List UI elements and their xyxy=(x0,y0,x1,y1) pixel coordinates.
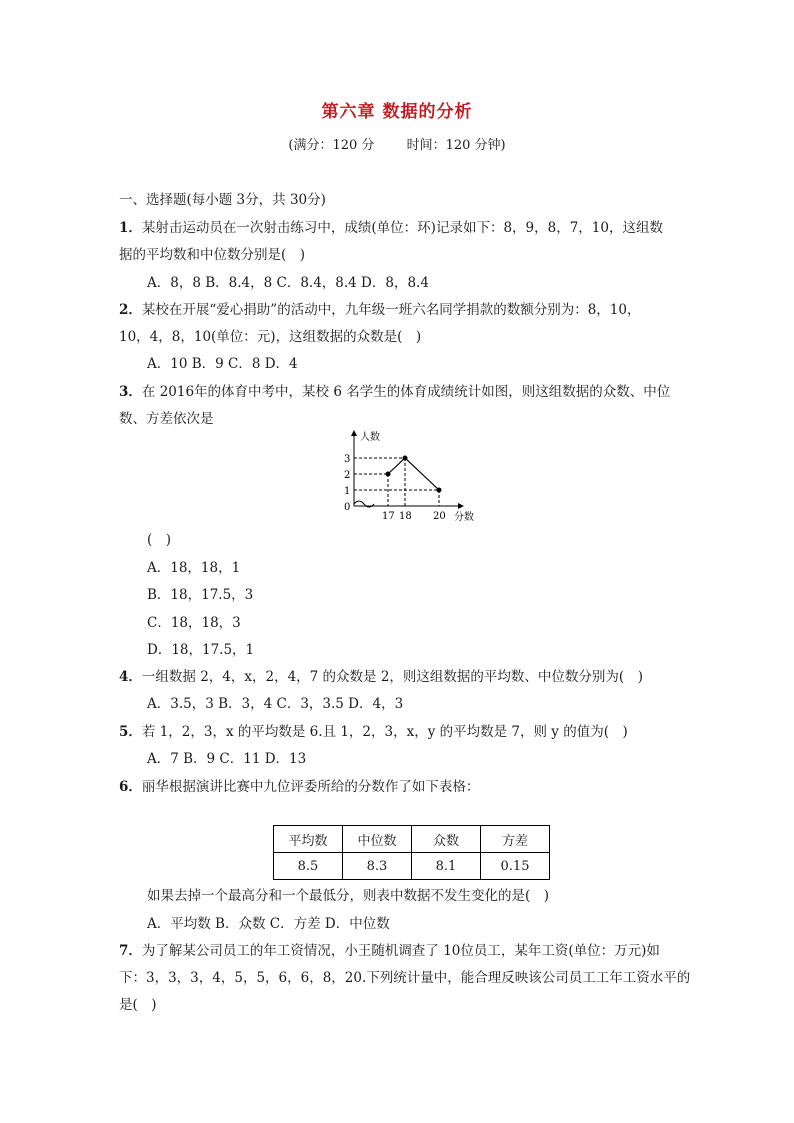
data-point xyxy=(386,472,391,477)
table-header: 中位数 xyxy=(343,826,412,853)
table-header: 方差 xyxy=(481,826,550,853)
section-heading: 一、选择题(每小题 3分，共 30分) xyxy=(119,192,326,208)
table-header-row xyxy=(274,826,550,853)
table-cell: 8.5 xyxy=(274,853,343,880)
table-row xyxy=(274,853,550,880)
data-point xyxy=(437,488,442,493)
question-4-options: A．3.5，3 B．3，4 C．3，3.5 D．4，3 xyxy=(147,696,404,712)
score-chart xyxy=(330,428,490,523)
question-3-option-a: A．18，18，1 xyxy=(147,560,241,576)
full-score: (满分：120 分 xyxy=(288,138,375,153)
table-cell: 8.3 xyxy=(343,853,412,880)
question-1-cont: 据的平均数和中位数分别是( ) xyxy=(119,247,306,263)
stats-table xyxy=(273,825,550,880)
question-7: 7．为了解某公司员工的年工资情况，小王随机调查了 10位员工，某年工资(单位：万元)如 xyxy=(119,943,660,959)
question-5-options: A．7 B．9 C．11 D．13 xyxy=(147,751,307,767)
x-axis-arrow xyxy=(458,503,464,509)
question-3: 3．在 2016年的体育中考中，某校 6 名学生的体育成绩统计如图，则这组数据的众数、中位 xyxy=(119,384,671,400)
time-limit: 时间：120 分钟) xyxy=(406,138,506,153)
y-tick-label: 2 xyxy=(344,470,351,481)
question-3-option-d: D．18，17.5，1 xyxy=(147,642,255,658)
question-6-options: A．平均数 B．众数 C．方差 D．中位数 xyxy=(147,916,390,932)
x-axis-label: 分数 xyxy=(454,512,474,523)
question-6-cont: 如果去掉一个最高分和一个最低分，则表中数据不发生变化的是( ) xyxy=(147,888,550,904)
table-header: 众数 xyxy=(412,826,481,853)
question-3-option-b: B．18，17.5，3 xyxy=(147,587,254,603)
question-2-options: A．10 B．9 C．8 D．4 xyxy=(147,356,298,372)
question-2: 2．某校在开展“爱心捐助”的活动中，九年级一班六名同学捐款的数额分别为：8，10， xyxy=(119,302,641,318)
question-4: 4．一组数据 2，4，x，2，4，7 的众数是 2，则这组数据的平均数、中位数分别为( ) xyxy=(119,669,643,685)
data-point xyxy=(403,456,408,461)
y-tick-label: 1 xyxy=(344,486,351,497)
question-2-cont: 10，4，8，10(单位：元)，这组数据的众数是( ) xyxy=(119,329,422,345)
question-3-option-c: C．18，18，3 xyxy=(147,615,241,631)
page-title: 第六章 数据的分析 xyxy=(321,102,473,122)
y-tick-label: 0 xyxy=(344,502,351,513)
x-tick-label: 20 xyxy=(433,511,446,522)
question-7-cont2: 是( ) xyxy=(119,997,157,1013)
question-7-cont: 下：3，3，3，4，5，5，6，6，8，20.下列统计量中，能合理反映该公司员工工年工资水平的 xyxy=(119,970,691,986)
data-line xyxy=(388,458,439,490)
y-axis-arrow xyxy=(351,430,357,436)
table-cell: 8.1 xyxy=(412,853,481,880)
question-1-options: A．8，8 B．8.4，8 C．8.4，8.4 D．8，8.4 xyxy=(147,275,429,291)
subtitle xyxy=(0,134,794,153)
table-header: 平均数 xyxy=(274,826,343,853)
y-tick-label: 3 xyxy=(344,454,351,465)
y-axis-label: 人数 xyxy=(360,432,380,443)
question-6: 6．丽华根据演讲比赛中九位评委所给的分数作了如下表格： xyxy=(119,779,480,795)
question-5: 5．若 1，2，3，x 的平均数是 6.且 1，2，3，x，y 的平均数是 7，则 y 的值为( ) xyxy=(119,724,628,740)
x-tick-label: 18 xyxy=(399,511,412,522)
table-cell: 0.15 xyxy=(481,853,550,880)
x-tick-label: 17 xyxy=(382,511,395,522)
question-3-cont: 数、方差依次是 xyxy=(119,411,214,427)
question-3-paren: ( ) xyxy=(147,532,172,548)
question-1: 1．某射击运动员在一次射击练习中，成绩(单位：环)记录如下：8，9，8，7，10，这组数 xyxy=(119,220,663,236)
